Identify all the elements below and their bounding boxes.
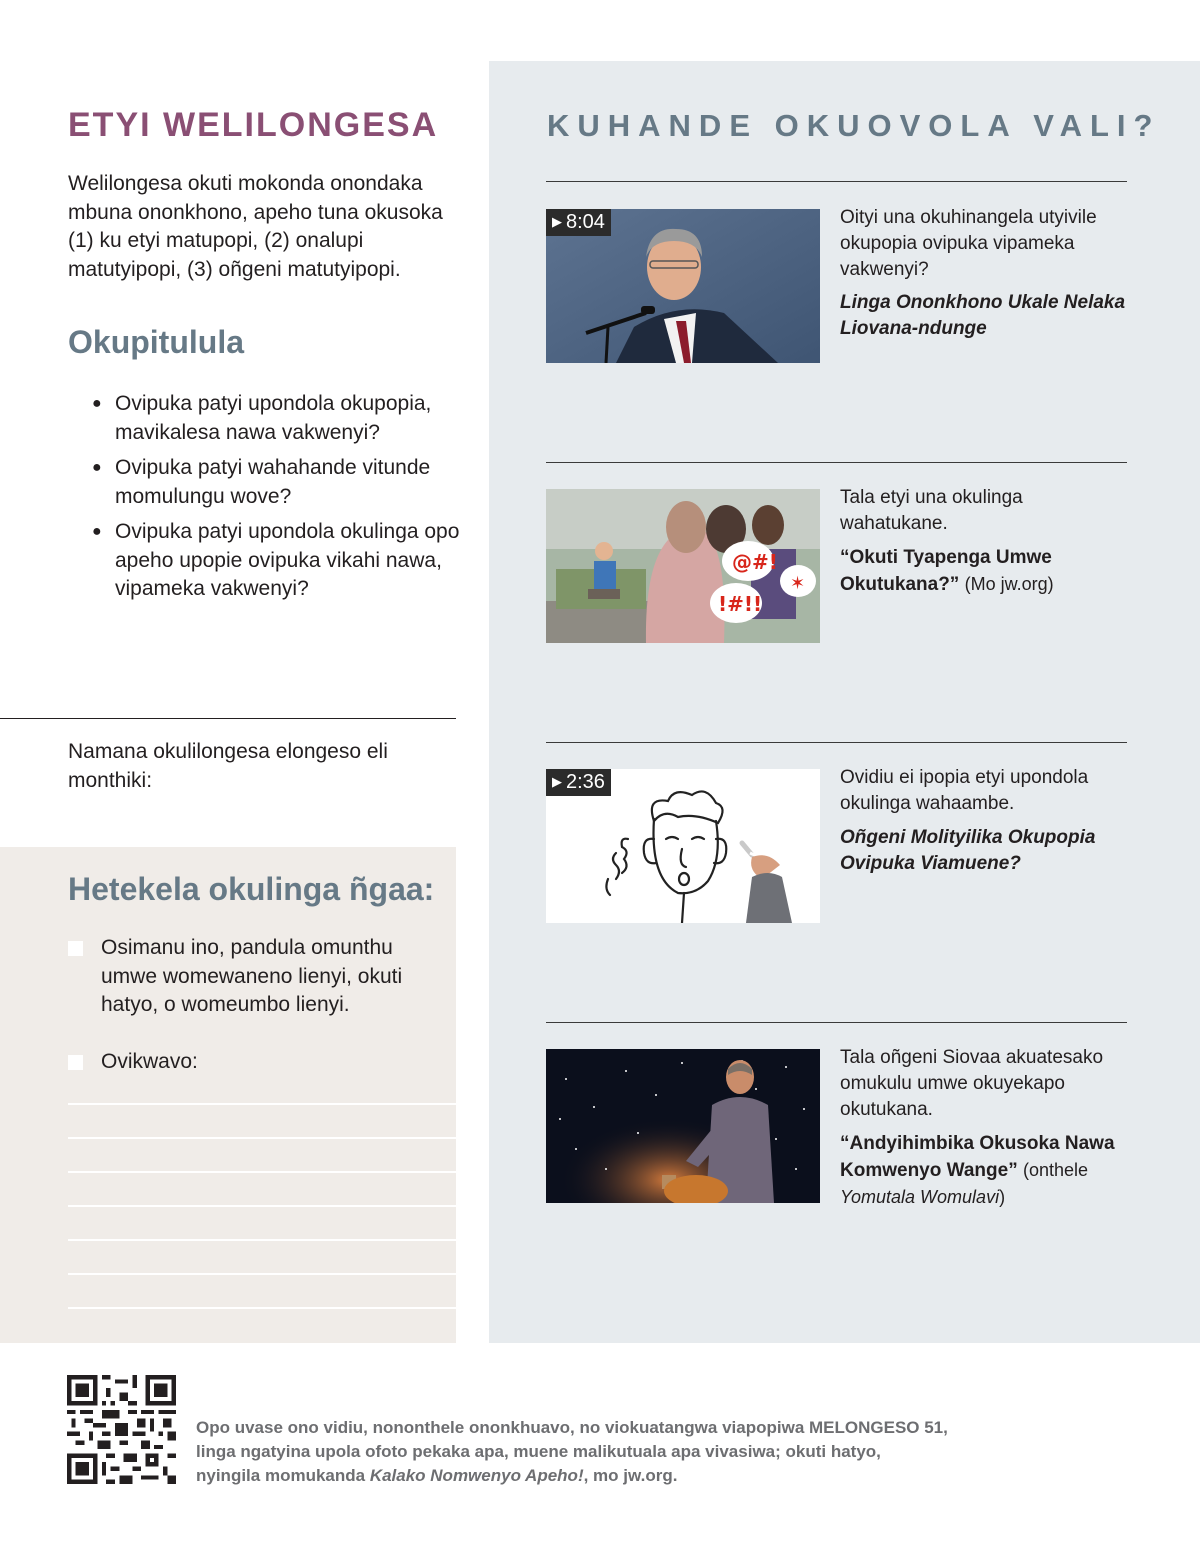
- teens-image: [546, 489, 820, 643]
- bullet-icon: ●: [92, 395, 102, 412]
- intro-paragraph: Welilongesa okuti mokonda onondaka mbuna ononkhono, apeho tuna okusoka (1) ku etyi matupopi, (2) onalupi matutyipopi, (3) oñgeni matutyipopi.: [68, 172, 443, 281]
- article-thumbnail-stars[interactable]: [546, 1049, 820, 1203]
- footer-text-part: , mo jw.org.: [583, 1466, 678, 1485]
- night-sky-image: [546, 1049, 820, 1203]
- item-title-text: “Andyihimbika Okusoka Nawa Komwenyo Wange”: [840, 1133, 1115, 1181]
- review-item: [92, 518, 460, 604]
- footer-line: Opo uvase ono vidiu, nononthele ononkhuavo, no viokuatangwa viapopiwa MELONGESO 51,: [196, 1418, 948, 1437]
- source-suffix-text: ): [999, 1187, 1006, 1207]
- write-line[interactable]: [68, 1103, 456, 1105]
- divider: [546, 1022, 1127, 1023]
- review-list: [92, 390, 460, 611]
- play-icon: ▶: [552, 214, 562, 229]
- write-line[interactable]: [68, 1307, 456, 1309]
- panel-title: KUHANDE OKUOVOLA VALI?: [547, 108, 1161, 143]
- item-description: Oityi una okuhinangela utyivile okupopia ovipuka vipameka vakwenyi?: [840, 207, 1097, 280]
- review-item-text: Ovipuka patyi upondola okulinga opo apeho upopie ovipuka vikahi nawa, vipameka vakwenyi?: [115, 520, 460, 600]
- review-item: [92, 390, 460, 447]
- video-duration: [546, 769, 611, 796]
- item-title[interactable]: [840, 290, 1140, 342]
- study-note: Namana okulilongesa elongeso eli monthiki:: [68, 740, 388, 792]
- try-item-text: Ovikwavo:: [101, 1050, 198, 1073]
- svg-text:!#!!: !#!!: [718, 592, 763, 616]
- review-heading: Okupitulula: [68, 324, 244, 360]
- write-line[interactable]: [68, 1273, 456, 1275]
- item-title[interactable]: [840, 825, 1140, 877]
- write-line[interactable]: [68, 1239, 456, 1241]
- checkbox-icon[interactable]: [68, 941, 83, 956]
- item-source: [965, 574, 1054, 594]
- video-thumbnail-speaker[interactable]: [546, 209, 820, 363]
- review-item-text: Ovipuka patyi upondola okupopia, mavikalesa nawa vakwenyi?: [115, 392, 432, 444]
- footer-line: linga ngatyina upola ofoto pekaka apa, muene malikutuala apa vivasiwa; okuti hatyo,: [196, 1442, 881, 1461]
- write-line[interactable]: [68, 1137, 456, 1139]
- source-text: (onthele: [1022, 1160, 1089, 1180]
- section-title: ETYI WELILONGESA: [68, 106, 439, 144]
- try-item-text: Osimanu ino, pandula omunthu umwe womewaneno lienyi, okuti hatyo, o womeumbo lienyi.: [101, 936, 403, 1016]
- write-line[interactable]: [68, 1205, 456, 1207]
- try-box: [0, 847, 456, 1343]
- source-italic-text: Yomutala Womulavi: [840, 1187, 1000, 1207]
- item-description: Tala oñgeni Siovaa akuatesako omukulu umwe okuyekapo okutukana.: [840, 1047, 1104, 1120]
- try-heading: Hetekela okulinga ñgaa:: [68, 871, 435, 907]
- svg-text:@#!: @#!: [732, 550, 778, 574]
- write-line[interactable]: [68, 1171, 456, 1173]
- item-title-text: Oñgeni Molityilika Okupopia Ovipuka Viamuene?: [840, 827, 1096, 874]
- play-icon: ▶: [552, 774, 562, 789]
- bullet-icon: ●: [92, 459, 102, 476]
- article-thumbnail-teens[interactable]: [546, 489, 820, 643]
- video-thumbnail-drawing[interactable]: [546, 769, 820, 923]
- footer-text-part: nyingila momukanda: [196, 1466, 370, 1485]
- footer-book-title: Kalako Nomwenyo Apeho!: [369, 1466, 584, 1485]
- item-description: Ovidiu ei ipopia etyi upondola okulinga wahaambe.: [840, 767, 1089, 814]
- checkbox-icon[interactable]: [68, 1055, 83, 1070]
- item-description: Tala etyi una okulinga wahatukane.: [840, 487, 1023, 534]
- duration-text: 8:04: [566, 211, 605, 233]
- bullet-icon: ●: [92, 523, 102, 540]
- divider: [546, 742, 1127, 743]
- footer-note: [196, 1416, 996, 1488]
- qr-code-icon[interactable]: [67, 1375, 176, 1484]
- review-item-text: Ovipuka patyi wahahande vitunde momulungu wove?: [115, 456, 431, 508]
- item-title[interactable]: [840, 1131, 1140, 1211]
- further-study-panel: [489, 61, 1200, 1343]
- duration-text: 2:36: [566, 771, 605, 793]
- review-item: [92, 454, 460, 511]
- item-title[interactable]: [840, 545, 1140, 598]
- svg-text:✶: ✶: [790, 573, 806, 594]
- video-duration: [546, 209, 611, 236]
- source-text: (Mo jw.org): [964, 574, 1054, 594]
- item-title-text: “Okuti Tyapenga Umwe Okutukana?”: [840, 547, 1052, 595]
- item-title-text: Linga Ononkhono Ukale Nelaka Liovana-ndunge: [840, 292, 1126, 339]
- footer-line: [196, 1464, 996, 1488]
- divider: [0, 718, 456, 719]
- divider: [546, 181, 1127, 182]
- divider: [546, 462, 1127, 463]
